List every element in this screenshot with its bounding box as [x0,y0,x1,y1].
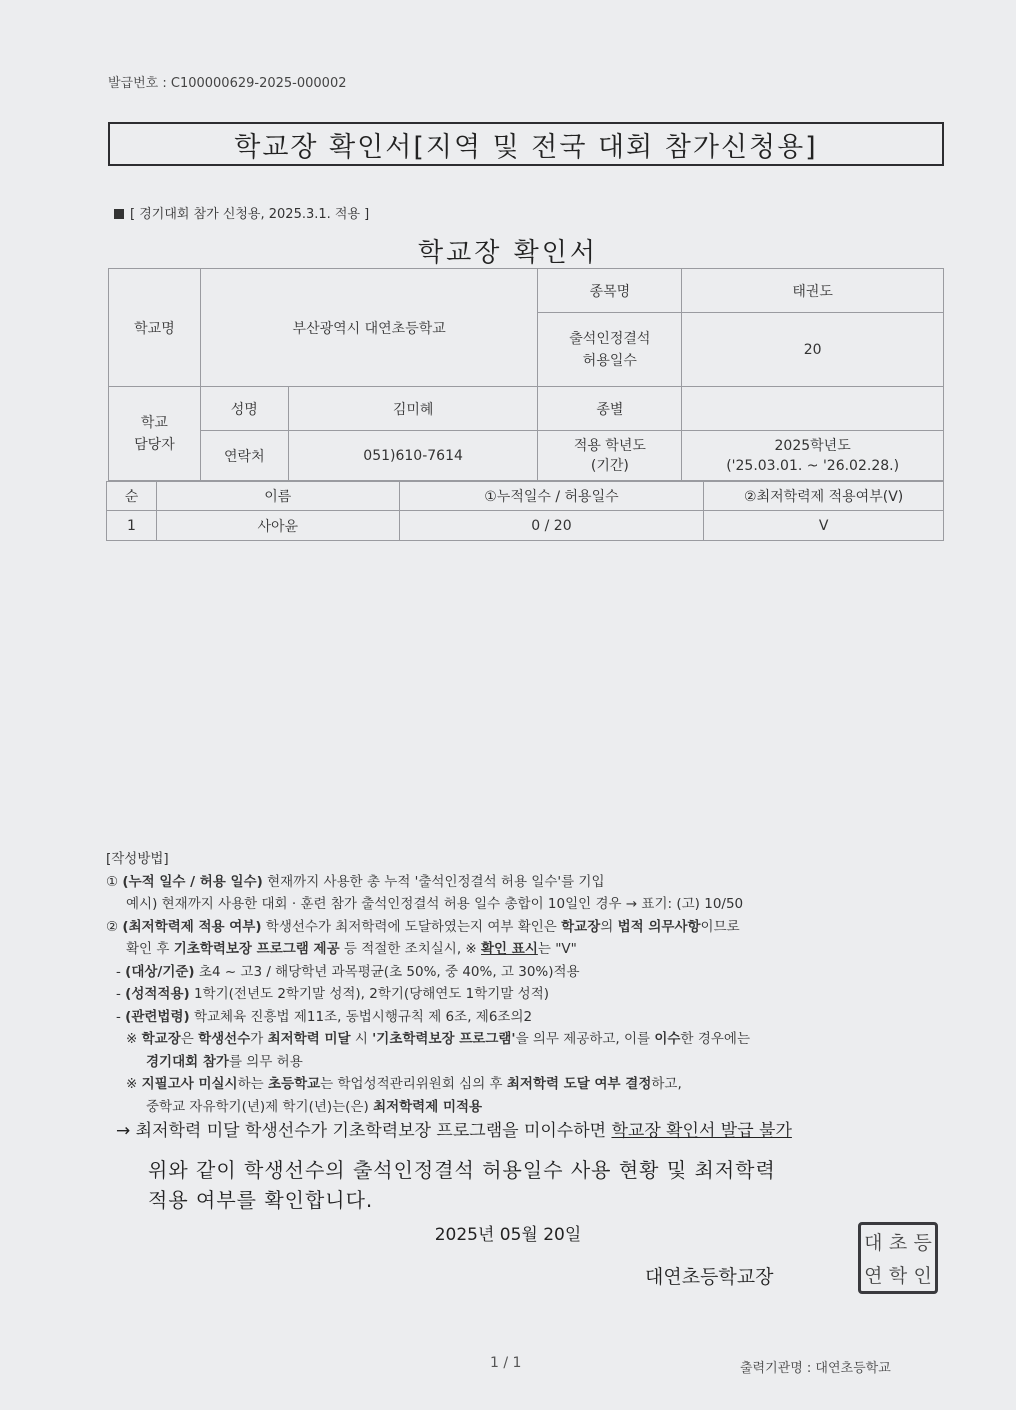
year-label-1: 적용 학년도 [573,437,646,454]
year-value-2: ('25.03.01. ~ '26.02.28.) [726,457,900,474]
writing-guide [106,848,946,1143]
year-label-2: (기간) [590,457,629,474]
table-header-row [107,482,944,511]
allowed-days-label-2: 허용일수 [582,352,637,369]
column-header: 이름 [156,482,399,511]
seal-char: 초 [888,1232,908,1254]
info-table [108,268,944,481]
guide-line: 중학교 자유학기(년)제 학기(년)는(은) 최저학력제 미적용 [146,1098,483,1115]
guide-line: - (관련법령) 학교체육 진흥법 제11조, 동법시행규칙 제 6조, 제6조의2 [116,1008,533,1025]
guide-line: ① (누적 일수 / 허용 일수) 현재까지 사용한 총 누적 '출석인정결석 허용 일수'를 기입 [106,873,605,890]
guide-line: 예시) 현재까지 사용한 대회 · 훈련 참가 출석인정결석 허용 일수 총합이 10일인 경우 → 표기: (고) 10/50 [126,896,744,912]
min-academic-check: V [704,511,944,541]
confirmation-line-1: 위와 같이 학생선수의 출석인정결석 허용일수 사용 현황 및 최저학력 [148,1158,776,1182]
manager-label [109,387,201,481]
manager-label-2: 담당자 [134,436,175,453]
square-bullet-icon [114,209,124,219]
student-name: 사아윤 [156,511,399,541]
allowed-days-value: 20 [682,313,944,387]
official-seal-icon [858,1222,938,1294]
guide-line: ② (최저학력제 적용 여부) 학생선수가 최저학력에 도달하였는지 여부 확인은 학교장의 법적 의무사항이므로 [106,918,740,935]
seal-char: 인 [913,1265,932,1287]
seal-char: 학 [888,1265,908,1287]
issue-date: 2025년 05월 20일 [434,1225,582,1245]
guide-line: - (성적적용) 1학기(전년도 2학기말 성적), 2학기(당해연도 1학기말 성적) [116,986,550,1002]
document-title: 학교장 확인서 [418,238,598,268]
name-value: 김미혜 [288,387,538,431]
school-label: 학교명 [109,269,201,387]
application-note-text: [ 경기대회 참가 신청용, 2025.3.1. 적용 ] [130,207,370,222]
row-number: 1 [107,511,157,541]
issuing-institution: 출력기관명 : 대연초등학교 [740,1361,891,1376]
manager-label-1: 학교 [140,414,168,431]
guide-line: ※ 학교장은 학생선수가 최저학력 미달 시 '기초학력보장 프로그램'을 의무 제공하고, 이를 이수한 경우에는 [126,1031,750,1047]
student-table [106,481,944,541]
school-value: 부산광역시 대연초등학교 [200,269,538,387]
year-value-1: 2025학년도 [774,437,851,454]
seal-char: 등 [913,1232,932,1254]
column-header: 순 [107,482,157,511]
column-header: ①누적일수 / 허용일수 [399,482,704,511]
table-row [107,511,944,541]
guide-title: [작성방법] [106,851,169,867]
allowed-days-label [538,313,682,387]
guide-warning: → 최저학력 미달 학생선수가 기초학력보장 프로그램을 미이수하면 학교장 확인서 발급 불가 [116,1121,792,1141]
guide-line: ※ 지필고사 미실시하는 초등학교는 학업성적관리위원회 심의 후 최저학력 도달 여부 결정하고, [126,1076,682,1092]
issue-number: 발급번호 : C100000629-2025-000002 [108,76,347,91]
contact-label: 연락처 [200,431,288,481]
guide-line: 경기대회 참가를 의무 허용 [146,1053,303,1070]
year-label [538,431,682,481]
event-label: 종목명 [538,269,682,313]
guide-line: 확인 후 기초학력보장 프로그램 제공 등 적절한 조치실시, ※ 확인 표시는 "V" [126,941,577,957]
confirmation-line-2: 적용 여부를 확인합니다. [148,1188,374,1212]
year-value [682,431,944,481]
contact-value: 051)610-7614 [288,431,538,481]
guide-line: - (대상/기준) 초4 ~ 고3 / 해당학년 과목평균(초 50%, 중 40%, 고 30%)적용 [116,963,580,980]
confirmation-statement [148,1155,776,1215]
application-note [114,203,369,222]
name-label: 성명 [200,387,288,431]
event-value: 태권도 [682,269,944,313]
type-label: 종별 [538,387,682,431]
seal-char: 대 [864,1232,883,1254]
accumulated-days: 0 / 20 [399,511,704,541]
type-value [682,387,944,431]
allowed-days-label-1: 출석인정결석 [569,330,651,347]
main-title: 학교장 확인서[지역 및 전국 대회 참가신청용] [108,122,944,166]
principal-signature: 대연초등학교장 [645,1266,774,1288]
column-header: ②최저학력제 적용여부(V) [704,482,944,511]
seal-char: 연 [864,1265,883,1287]
page-number: 1 / 1 [490,1355,522,1371]
